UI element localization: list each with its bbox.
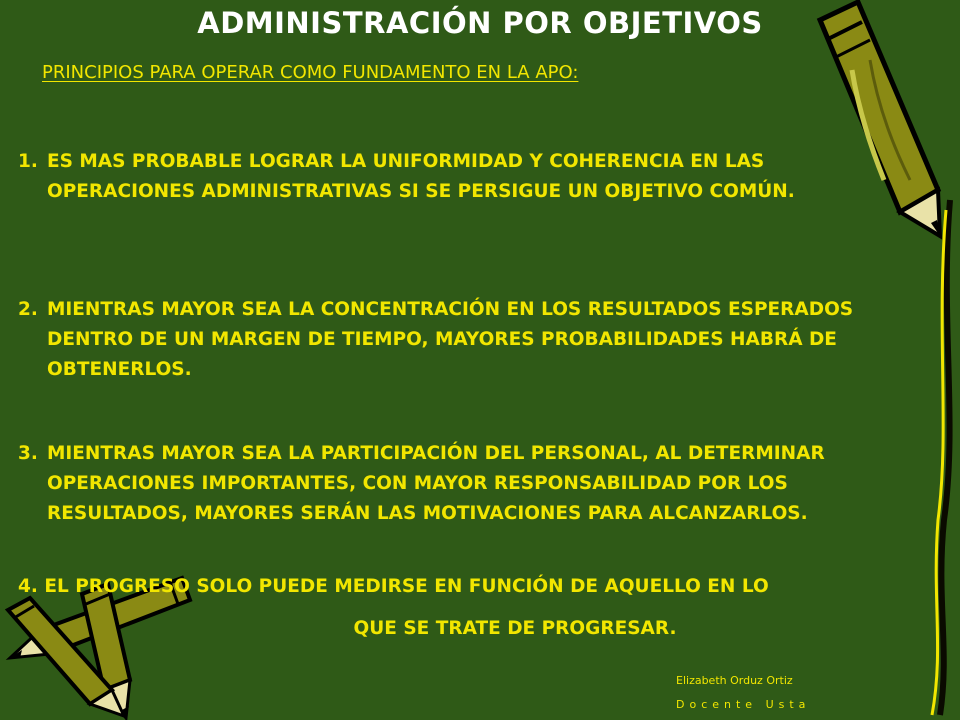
list-item-3 <box>18 439 918 529</box>
list-item-number: 3. <box>18 443 38 464</box>
list-item-number: 4. <box>18 576 38 597</box>
list-item-number: 1. <box>18 151 38 172</box>
author-role: Docente Usta <box>676 698 811 711</box>
list-item-4 <box>18 572 948 602</box>
slide-title: ADMINISTRACIÓN POR OBJETIVOS <box>197 6 763 40</box>
list-item-4-continuation: QUE SE TRATE DE PROGRESAR. <box>353 618 677 639</box>
slide-subtitle: PRINCIPIOS PARA OPERAR COMO FUNDAMENTO EN LA APO: <box>42 62 579 83</box>
list-item-2 <box>18 295 918 385</box>
list-item-text: MIENTRAS MAYOR SEA LA CONCENTRACIÓN EN LOS RESULTADOS ESPERADOS DENTRO DE UN MARGEN DE TIEMPO, MAYORES PROBABILIDADES HABRÁ DE OBTENERLOS. <box>47 299 854 380</box>
list-item-text: EL PROGRESO SOLO PUEDE MEDIRSE EN FUNCIÓN DE AQUELLO EN LO <box>44 576 769 597</box>
list-item-text: MIENTRAS MAYOR SEA LA PARTICIPACIÓN DEL PERSONAL, AL DETERMINAR OPERACIONES IMPORTANTES, CON MAYOR RESPONSABILIDAD POR LOS RESULTADOS, MAYORES SERÁN LAS MOTIVACIONES PARA ALCANZARLOS. <box>47 443 825 524</box>
list-item-text: ES MAS PROBABLE LOGRAR LA UNIFORMIDAD Y COHERENCIA EN LAS OPERACIONES ADMINISTRATIVAS SI SE PERSIGUE UN OBJETIVO COMÚN. <box>47 151 795 202</box>
author-name: Elizabeth Orduz Ortiz <box>676 674 793 687</box>
list-item-1 <box>18 147 918 207</box>
list-item-number: 2. <box>18 299 38 320</box>
